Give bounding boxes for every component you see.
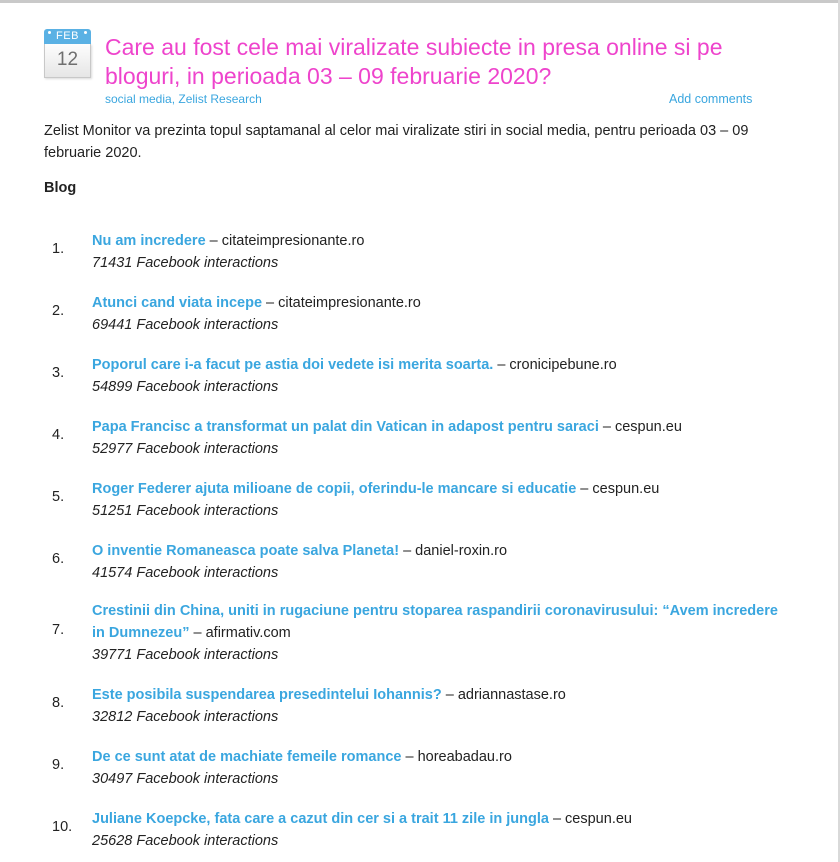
item-headline (92, 540, 782, 562)
item-interactions: 30497 Facebook interactions (92, 771, 279, 787)
item-source: – citateimpresionante.ro (262, 295, 421, 311)
item-source: – afirmativ.com (189, 625, 291, 641)
item-source: – adriannastase.ro (441, 687, 566, 703)
item-number: 3. (52, 365, 65, 381)
date-badge (44, 29, 91, 81)
item-headline (92, 230, 782, 252)
item-number: 4. (52, 427, 65, 443)
item-headline (92, 292, 782, 314)
item-source: – cespun.eu (548, 811, 632, 827)
category-link-social-media[interactable]: social media (105, 92, 172, 106)
item-title-link[interactable]: Crestinii din China, uniti in rugaciune pentru stoparea raspandirii coronavirusului: “Avem incredere in Dumnezeu” (92, 603, 778, 641)
item-number: 5. (52, 489, 65, 505)
item-headline (92, 746, 782, 768)
item-headline (92, 808, 782, 830)
item-headline (92, 478, 782, 500)
item-title-link[interactable]: Roger Federer ajuta milioane de copii, oferindu-le mancare si educatie (92, 481, 577, 497)
top-border (0, 0, 840, 3)
item-number: 6. (52, 551, 65, 567)
item-source: – daniel-roxin.ro (399, 543, 508, 559)
item-number: 9. (52, 757, 65, 773)
item-headline (92, 416, 782, 438)
item-source: – cespun.eu (576, 481, 660, 497)
item-title-link[interactable]: Poporul care i-a facut pe astia doi vedete isi merita soarta. (92, 357, 494, 373)
item-number: 2. (52, 303, 65, 319)
item-interactions: 71431 Facebook interactions (92, 255, 279, 271)
post-categories (105, 92, 262, 106)
item-title-link[interactable]: Nu am incredere (92, 233, 206, 249)
item-number: 1. (52, 241, 65, 257)
add-comments-link[interactable]: Add comments (669, 92, 753, 106)
category-separator: , (171, 92, 179, 106)
item-title-link[interactable]: Papa Francisc a transformat un palat din Vatican in adapost pentru saraci (92, 419, 599, 435)
item-interactions: 51251 Facebook interactions (92, 503, 279, 519)
item-source: – cronicipebune.ro (493, 357, 617, 373)
item-headline (92, 684, 782, 706)
item-headline (92, 600, 782, 644)
item-interactions: 32812 Facebook interactions (92, 709, 279, 725)
item-title-link[interactable]: Atunci cand viata incepe (92, 295, 263, 311)
item-title-link[interactable]: Juliane Koepcke, fata care a cazut din cer si a trait 11 zile in jungla (92, 811, 549, 827)
item-source: – cespun.eu (598, 419, 682, 435)
item-interactions: 39771 Facebook interactions (92, 647, 279, 663)
section-heading: Blog (44, 180, 77, 196)
item-number: 8. (52, 695, 65, 711)
item-headline (92, 354, 782, 376)
calendar-icon (44, 29, 91, 44)
date-day: 12 (44, 44, 91, 78)
category-link-zelist-research[interactable]: Zelist Research (178, 92, 262, 106)
date-month: FEB (56, 30, 79, 42)
item-title-link[interactable]: Este posibila suspendarea presedintelui Iohannis? (92, 687, 442, 703)
item-number: 7. (52, 622, 65, 638)
item-source: – citateimpresionante.ro (205, 233, 365, 249)
item-interactions: 69441 Facebook interactions (92, 317, 279, 333)
item-title-link[interactable]: O inventie Romaneasca poate salva Planeta! (92, 543, 400, 559)
item-interactions: 41574 Facebook interactions (92, 565, 279, 581)
item-interactions: 25628 Facebook interactions (92, 833, 279, 849)
item-interactions: 52977 Facebook interactions (92, 441, 279, 457)
item-source: – horeabadau.ro (401, 749, 512, 765)
item-number: 10. (52, 819, 73, 835)
post-title[interactable]: Care au fost cele mai viralizate subiecte in presa online si pe bloguri, in perioada 03 – 09 februarie 2020? (105, 34, 723, 89)
post-intro: Zelist Monitor va prezinta topul saptamanal al celor mai viralizate stiri in social media, pentru perioada 03 – 09 februarie 2020. (44, 123, 749, 161)
item-title-link[interactable]: De ce sunt atat de machiate femeile romance (92, 749, 402, 765)
item-interactions: 54899 Facebook interactions (92, 379, 279, 395)
